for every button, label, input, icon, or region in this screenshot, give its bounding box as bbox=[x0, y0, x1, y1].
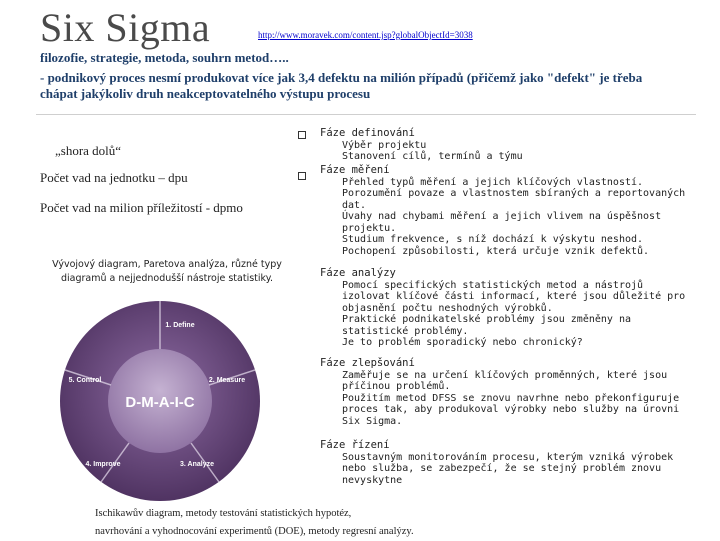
dmaic-center-label: D-M-A-I-C bbox=[125, 394, 195, 411]
dmaic-control: 5. Control bbox=[68, 377, 102, 384]
dpmo-label: Počet vad na milion příležitostí - dpmo bbox=[40, 200, 243, 215]
description: - podnikový proces nesmí produkovat více jak 3,4 defektu na milión případů (přičemž jako "defekt" je třeba chápat jakýkoliv druh neakceptovatelného výstupu procesu bbox=[40, 70, 643, 101]
phase-define bbox=[320, 128, 690, 163]
page-title: Six Sigma bbox=[40, 5, 211, 50]
phase-item: Studium frekvence, s níž dochází k výskytu neshod. bbox=[342, 234, 644, 245]
phase-item: Stanovení cílů, termínů a týmu bbox=[342, 151, 523, 162]
dmaic-measure: 2. Measure bbox=[208, 377, 246, 384]
dpu-label: Počet vad na jednotku – dpu bbox=[40, 170, 188, 185]
tools-note: Vývojový diagram, Paretova analýza, různé typy diagramů a nejjednodušší nástroje statistiky. bbox=[52, 259, 282, 284]
methods-note bbox=[95, 505, 475, 541]
phase-heading: Fáze analýzy bbox=[320, 267, 396, 279]
source-link[interactable]: http://www.moravek.com/content.jsp?globalObjectId=3038 bbox=[258, 30, 473, 40]
phase-analyze bbox=[320, 268, 690, 349]
subtitle: filozofie, strategie, metoda, souhrn metod….. bbox=[40, 50, 289, 65]
phase-measure bbox=[320, 165, 690, 257]
phase-item: Praktické podnikatelské problémy jsou změněny na statistické problémy. bbox=[342, 314, 631, 337]
phase-item: Použitím metod DFSS se znovu navrhne nebo překonfiguruje proces tak, aby produkoval výrobky nebo služby na úrovni Six Sigma. bbox=[342, 392, 680, 427]
phase-control bbox=[320, 440, 690, 486]
phase-heading: Fáze zlepšování bbox=[320, 357, 415, 369]
methods-line-1: Ischikawův diagram, metody testování statistických hypotéz, bbox=[95, 508, 352, 519]
phase-item: Úvahy nad chybami měření a jejich vlivem na úspěšnost projektu. bbox=[342, 211, 662, 234]
top-down-label: „shora dolů“ bbox=[55, 143, 122, 158]
dmaic-improve: 4. Improve bbox=[85, 461, 121, 468]
phase-item: Výběr projektu bbox=[342, 139, 427, 151]
bullet-icon bbox=[298, 131, 306, 139]
phase-item: Pomocí specifických statistických metod a nástrojů izolovat klíčové části informací, které jsou důležité pro objasnění počtu neshodných výrobků. bbox=[342, 279, 686, 314]
phase-item: Soustavným monitorováním procesu, kterým vzniká výrobek nebo služba, se zabezpečí, že se stejný problém znovu nevyskytne bbox=[342, 451, 674, 486]
dmaic-diagram bbox=[45, 296, 305, 516]
divider bbox=[36, 114, 696, 115]
methods-line-2: navrhování a vyhodnocování experimentů (DOE), metody regresní analýzy. bbox=[95, 526, 414, 537]
dmaic-analyze: 3. Analyze bbox=[180, 461, 214, 468]
phase-item: Je to problém sporadický nebo chronický? bbox=[342, 337, 583, 348]
phase-heading: Fáze měření bbox=[320, 164, 390, 176]
phase-item: Porozumění povaze a vlastnostem sbíraných a reportovaných dat. bbox=[342, 188, 686, 211]
bullet-icon bbox=[298, 172, 306, 180]
phase-item: Přehled typů měření a jejich klíčových vlastností. bbox=[342, 176, 644, 188]
dmaic-define: 1. Define bbox=[165, 322, 195, 329]
phase-item: Zaměřuje se na určení klíčových proměnných, které jsou příčinou problémů. bbox=[342, 369, 668, 392]
phase-improve bbox=[320, 358, 690, 427]
phase-item: Pochopení způsobilosti, která určuje vznik defektů. bbox=[342, 245, 650, 257]
phase-heading: Fáze definování bbox=[320, 127, 415, 139]
phase-heading: Fáze řízení bbox=[320, 439, 390, 451]
